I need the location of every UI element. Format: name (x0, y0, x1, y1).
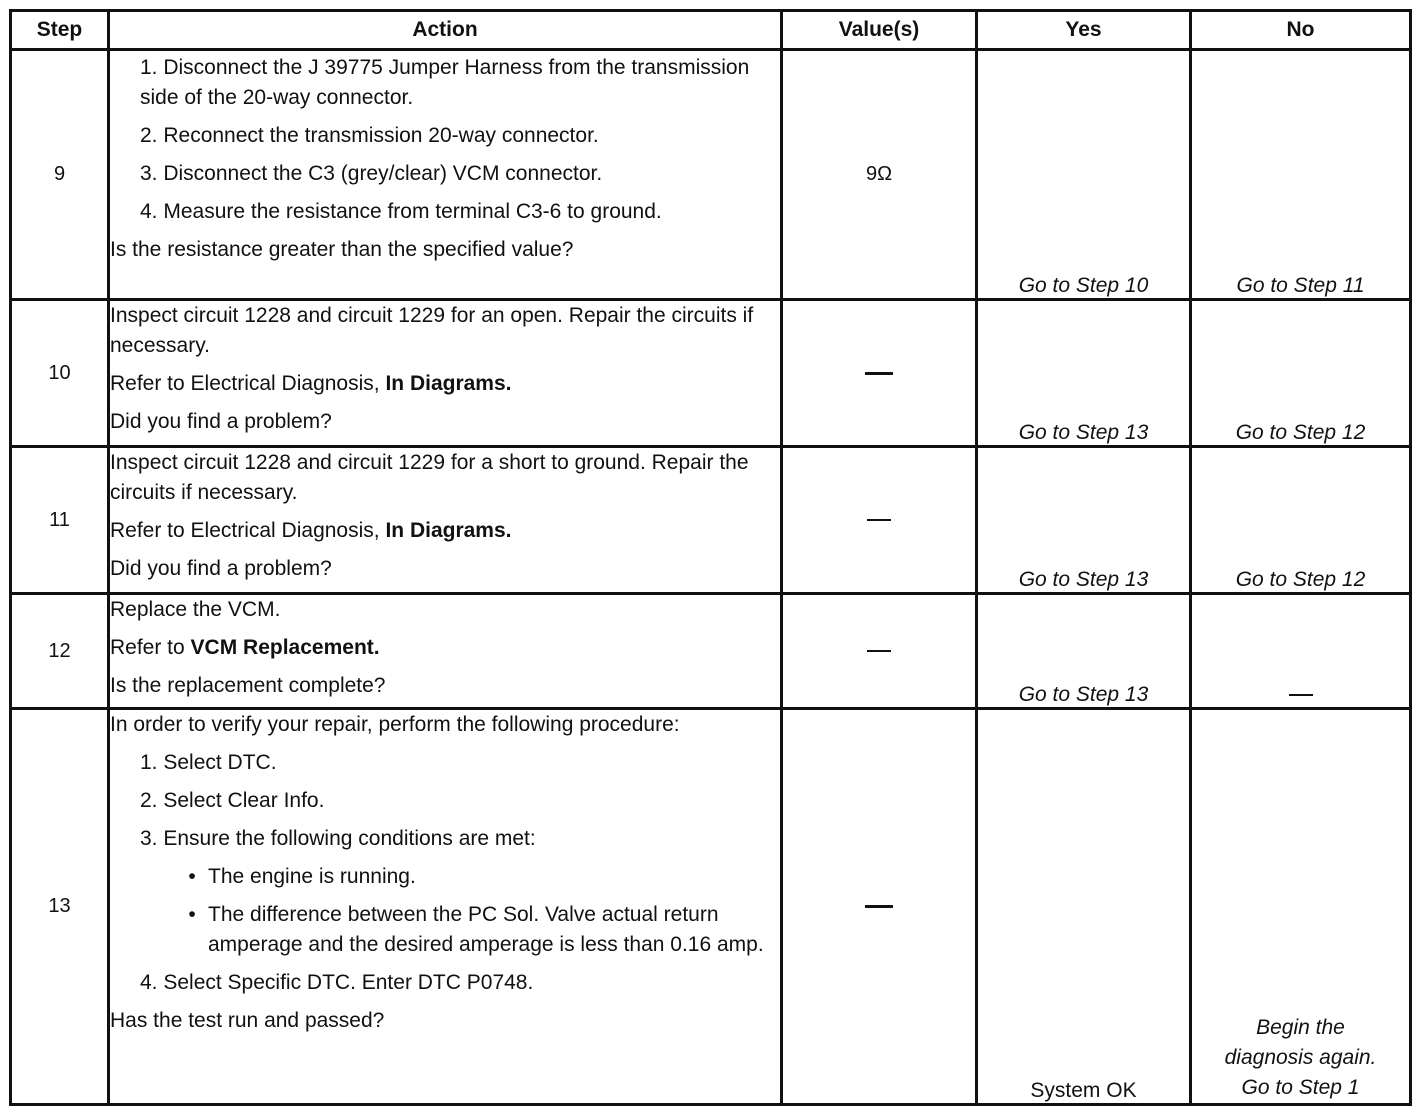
value-cell (782, 447, 977, 594)
dash-mark (867, 519, 891, 521)
action-cell (109, 594, 782, 709)
refer-text: Refer to VCM Replacement. (110, 636, 380, 659)
diagnostic-table (9, 9, 1412, 1106)
step-number: 11 (11, 447, 109, 594)
action-cell (109, 447, 782, 594)
yes-cell: Go to Step 13 (977, 594, 1191, 709)
no-cell: Go to Step 12 (1191, 447, 1411, 594)
question-text: Has the test run and passed? (110, 1009, 385, 1032)
header-action: Action (109, 11, 782, 50)
table-row-step-13 (11, 709, 1411, 1105)
dash-mark (867, 650, 891, 652)
table-row-step-10 (11, 300, 1411, 447)
header-no: No (1191, 11, 1411, 50)
numbered-item: 1. Disconnect the J 39775 Jumper Harness from the transmission side of the 20-way connector. (140, 56, 750, 109)
yes-cell: Go to Step 13 (977, 447, 1191, 594)
action-text: Inspect circuit 1228 and circuit 1229 for an open. Repair the circuits if necessary. (110, 304, 754, 357)
header-step: Step (11, 11, 109, 50)
question-text: Is the resistance greater than the specified value? (110, 238, 574, 261)
question-text: Did you find a problem? (110, 410, 332, 433)
numbered-item: 4. Select Specific DTC. Enter DTC P0748. (140, 971, 534, 994)
value-cell: 9Ω (782, 50, 977, 300)
bullet-item: • The difference between the PC Sol. Valve actual return amperage and the desired amperage is less than 0.16 amp. (176, 900, 780, 960)
dash-mark (1289, 694, 1313, 696)
header-yes: Yes (977, 11, 1191, 50)
table-row-step-11 (11, 447, 1411, 594)
value-cell (782, 300, 977, 447)
refer-text: Refer to Electrical Diagnosis, In Diagrams. (110, 519, 512, 542)
bullet-item: • The engine is running. (176, 862, 780, 892)
action-text: Inspect circuit 1228 and circuit 1229 for a short to ground. Repair the circuits if necessary. (110, 451, 749, 504)
dash-mark (865, 372, 893, 375)
header-row (11, 11, 1411, 50)
numbered-item: 1. Select DTC. (140, 751, 277, 774)
bullet-dot-icon: • (188, 903, 196, 926)
table-row-step-12 (11, 594, 1411, 709)
no-cell (1191, 594, 1411, 709)
yes-cell: Go to Step 10 (977, 50, 1191, 300)
refer-text: Refer to Electrical Diagnosis, In Diagrams. (110, 372, 512, 395)
question-text: Did you find a problem? (110, 557, 332, 580)
yes-cell: Go to Step 13 (977, 300, 1191, 447)
step-number: 13 (11, 709, 109, 1105)
action-cell (109, 300, 782, 447)
step-number: 12 (11, 594, 109, 709)
dash-mark (865, 905, 893, 908)
numbered-item: 3. Disconnect the C3 (grey/clear) VCM connector. (140, 162, 603, 185)
action-cell (109, 50, 782, 300)
header-values: Value(s) (782, 11, 977, 50)
action-text: In order to verify your repair, perform the following procedure: (110, 713, 680, 736)
value-cell (782, 594, 977, 709)
value-cell (782, 709, 977, 1105)
bullet-dot-icon: • (188, 865, 196, 888)
numbered-item: 2. Reconnect the transmission 20-way connector. (140, 124, 599, 147)
action-text: Replace the VCM. (110, 598, 281, 621)
no-cell: Begin the diagnosis again. Go to Step 1 (1191, 709, 1411, 1105)
table-row-step-9 (11, 50, 1411, 300)
numbered-item: 3. Ensure the following conditions are met: (140, 827, 536, 850)
step-number: 9 (11, 50, 109, 300)
numbered-item: 2. Select Clear Info. (140, 789, 325, 812)
no-cell: Go to Step 12 (1191, 300, 1411, 447)
action-cell (109, 709, 782, 1105)
no-cell: Go to Step 11 (1191, 50, 1411, 300)
question-text: Is the replacement complete? (110, 674, 386, 697)
numbered-item: 4. Measure the resistance from terminal C3-6 to ground. (140, 200, 662, 223)
yes-cell: System OK (977, 709, 1191, 1105)
step-number: 10 (11, 300, 109, 447)
